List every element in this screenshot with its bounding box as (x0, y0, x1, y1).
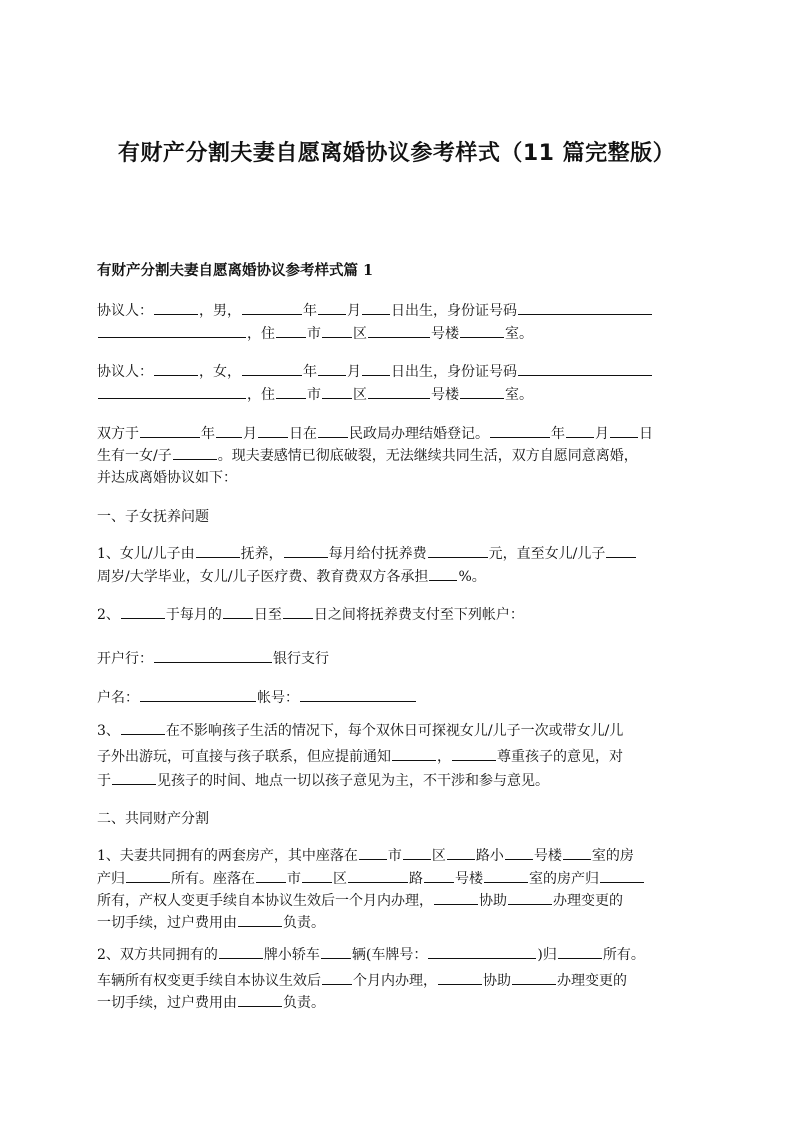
blank-field (140, 423, 200, 438)
text-run: 年 (551, 426, 565, 442)
text-run: 协议人： (97, 303, 153, 319)
blank-field (318, 423, 348, 438)
text-run: 1、女儿/儿子由 (97, 546, 195, 562)
text-run: 。现夫妻感情已彻底破裂，无法继续共同生活，双方自愿同意离婚， (217, 448, 638, 464)
blank-field (610, 423, 638, 438)
text-run: %。 (458, 569, 486, 585)
text-run: )归 (537, 947, 557, 963)
text-run: 日出生，身份证号码 (391, 303, 517, 319)
blank-field (173, 445, 217, 460)
visitation-line-2 (97, 746, 623, 768)
text-run: 年 (303, 364, 317, 380)
account-line (97, 687, 417, 709)
blank-field (256, 868, 286, 883)
section-heading: 有财产分割夫妻自愿离婚协议参考样式篇 1 (97, 262, 374, 279)
blank-field (242, 361, 302, 376)
text-run: 区 (353, 387, 367, 403)
text-run: 市 (307, 326, 321, 342)
text-run: ， (437, 749, 451, 765)
blank-field (121, 604, 165, 619)
section-property: 二、共同财产分割 (97, 811, 209, 827)
text-run: 双方于 (97, 426, 139, 442)
text-run: 3、 (97, 723, 120, 739)
blank-field (276, 384, 306, 399)
text-run: 年 (303, 303, 317, 319)
text-run: 路小 (475, 848, 504, 864)
blank-field (322, 323, 352, 338)
blank-field (563, 845, 591, 860)
party-male-line-2 (97, 323, 533, 345)
text-run: 一切手续，过户费用由 (97, 915, 237, 931)
blank-field (518, 361, 652, 376)
text-run: 抚养， (240, 546, 283, 562)
text-run: 路 (409, 871, 423, 887)
text-run: 号楼 (431, 326, 459, 342)
blank-field (424, 868, 454, 883)
text-run: 室的房产归 (529, 871, 599, 887)
text-run: 年 (201, 426, 215, 442)
text-run: 所有。 (602, 947, 645, 963)
text-run: 号楼 (431, 387, 459, 403)
blank-field (359, 845, 387, 860)
text-run: 见孩子的时间、地点一切以孩子意见为主，不干涉和参与意见。 (157, 773, 549, 789)
text-run: 所有。座落在 (171, 871, 255, 887)
party-female-line-2 (97, 384, 533, 406)
text-run: 个月内办理， (353, 973, 437, 989)
text-run: 日出生，身份证号码 (391, 364, 517, 380)
text-run: 一切手续，过户费用由 (97, 995, 237, 1011)
text-run: 银行支行 (273, 651, 329, 667)
text-run: 月 (243, 426, 257, 442)
blank-field (302, 868, 332, 883)
blank-field (484, 868, 528, 883)
blank-field (238, 912, 282, 927)
blank-field (368, 323, 430, 338)
text-run: 区 (333, 871, 347, 887)
text-run: 每月给付抚养费 (328, 546, 427, 562)
blank-field (140, 687, 256, 702)
text-run: 周岁/大学毕业，女儿/儿子医疗费、教育费双方各承担 (97, 569, 429, 585)
text-run: 日在 (289, 426, 317, 442)
blank-field (508, 890, 552, 905)
blank-field (348, 868, 408, 883)
text-run: 月 (347, 364, 361, 380)
blank-field (112, 770, 156, 785)
blank-field (362, 361, 390, 376)
blank-field (490, 423, 550, 438)
text-run: 办理变更的 (553, 893, 623, 909)
blank-field (216, 423, 242, 438)
blank-field (276, 323, 306, 338)
visitation-line-1 (97, 720, 623, 742)
text-run: 室。 (505, 326, 533, 342)
text-run: ，住 (247, 387, 275, 403)
text-run: 室的房 (591, 848, 634, 864)
blank-field (98, 323, 246, 338)
text-run: 区 (431, 848, 446, 864)
text-run: 区 (353, 326, 367, 342)
blank-field (452, 746, 496, 761)
blank-field (154, 361, 198, 376)
blank-field (322, 970, 352, 985)
text-run: ，住 (247, 326, 275, 342)
text-run: 元，直至女儿/儿子 (488, 546, 606, 562)
car-line-1 (97, 944, 645, 966)
marriage-line-3 (97, 467, 237, 489)
blank-field (512, 970, 556, 985)
text-run: 2、 (97, 607, 120, 623)
text-run: 于每月的 (165, 607, 222, 623)
text-run: 协议人： (97, 364, 153, 380)
text-run: 产归 (97, 871, 125, 887)
house-line-3 (97, 890, 623, 912)
text-run: 帐号： (257, 690, 299, 706)
car-line-2 (97, 970, 627, 992)
text-run: 号楼 (533, 848, 562, 864)
text-run: 室。 (505, 387, 533, 403)
text-run: 2、双方共同拥有的 (97, 947, 218, 963)
blank-field (368, 384, 430, 399)
text-run: 协助 (483, 973, 511, 989)
text-run: 月 (347, 303, 361, 319)
text-run: 开户行： (97, 651, 153, 667)
blank-field (438, 970, 482, 985)
blank-field (242, 300, 302, 315)
blank-field (428, 543, 488, 558)
blank-field (518, 300, 652, 315)
section-children: 一、子女抚养问题 (97, 509, 209, 525)
blank-field (600, 868, 644, 883)
blank-field (322, 384, 352, 399)
text-run: 所有，产权人变更手续自本协议生效后一个月内办理， (97, 893, 433, 909)
blank-field (223, 604, 253, 619)
house-line-2 (97, 868, 645, 890)
blank-field (98, 384, 246, 399)
text-run: 协助 (479, 893, 507, 909)
blank-field (428, 944, 536, 959)
visitation-line-3 (97, 770, 549, 792)
blank-field (238, 992, 282, 1007)
car-line-3 (97, 992, 325, 1014)
text-run: 日之间将抚养费支付至下列帐户： (313, 607, 524, 623)
blank-field (154, 300, 198, 315)
text-run: 子外出游玩，可直接与孩子联系，但应提前通知 (97, 749, 391, 765)
text-run: 月 (595, 426, 609, 442)
text-run: 负责。 (283, 995, 325, 1011)
bank-line (97, 648, 329, 670)
text-run: 尊重孩子的意见，对 (497, 749, 623, 765)
blank-field (258, 423, 288, 438)
house-line-4 (97, 912, 325, 934)
text-run: 办理变更的 (557, 973, 627, 989)
custody-line-2 (97, 566, 486, 588)
blank-field (460, 323, 504, 338)
blank-field (505, 845, 533, 860)
blank-field (154, 648, 272, 663)
blank-field (362, 300, 390, 315)
text-run: 1、夫妻共同拥有的两套房产，其中座落在 (97, 848, 358, 864)
blank-field (460, 384, 504, 399)
text-run: 牌小轿车 (263, 947, 320, 963)
blank-field (318, 361, 346, 376)
text-run: 日至 (253, 607, 282, 623)
blank-field (283, 604, 313, 619)
text-run: 市 (387, 848, 402, 864)
house-line-1 (97, 845, 634, 867)
text-run: ，女， (199, 364, 241, 380)
text-run: 市 (307, 387, 321, 403)
blank-field (558, 944, 602, 959)
marriage-line-2 (97, 445, 638, 467)
blank-field (321, 944, 351, 959)
blank-field (403, 845, 431, 860)
custody-line-1 (97, 543, 637, 565)
text-run: 号楼 (455, 871, 483, 887)
blank-field (196, 543, 240, 558)
text-run: 户名： (97, 690, 139, 706)
blank-field (121, 720, 165, 735)
blank-field (429, 566, 457, 581)
party-female-line-1 (97, 361, 653, 383)
text-run: 市 (287, 871, 301, 887)
text-run: 负责。 (283, 915, 325, 931)
blank-field (392, 746, 436, 761)
blank-field (219, 944, 263, 959)
blank-field (300, 687, 416, 702)
blank-field (434, 890, 478, 905)
text-run: 日 (639, 426, 653, 442)
blank-field (606, 543, 636, 558)
text-run: 在不影响孩子生活的情况下，每个双休日可探视女儿/儿子一次或带女儿/儿 (165, 723, 624, 739)
blank-field (447, 845, 475, 860)
text-run: 于 (97, 773, 111, 789)
text-run: 生有一女/子 (97, 448, 172, 464)
blank-field (284, 543, 328, 558)
text-run: 辆(车牌号： (351, 947, 428, 963)
blank-field (318, 300, 346, 315)
text-run: 民政局办理结婚登记。 (349, 426, 489, 442)
text-run: 并达成离婚协议如下： (97, 470, 237, 486)
marriage-line-1 (97, 423, 653, 445)
blank-field (126, 868, 170, 883)
party-male-line-1 (97, 300, 653, 322)
text-run: 车辆所有权变更手续自本协议生效后 (97, 973, 321, 989)
payment-line (97, 604, 524, 626)
blank-field (566, 423, 594, 438)
document-title: 有财产分割夫妻自愿离婚协议参考样式（11 篇完整版） (117, 141, 676, 166)
text-run: ，男， (199, 303, 241, 319)
